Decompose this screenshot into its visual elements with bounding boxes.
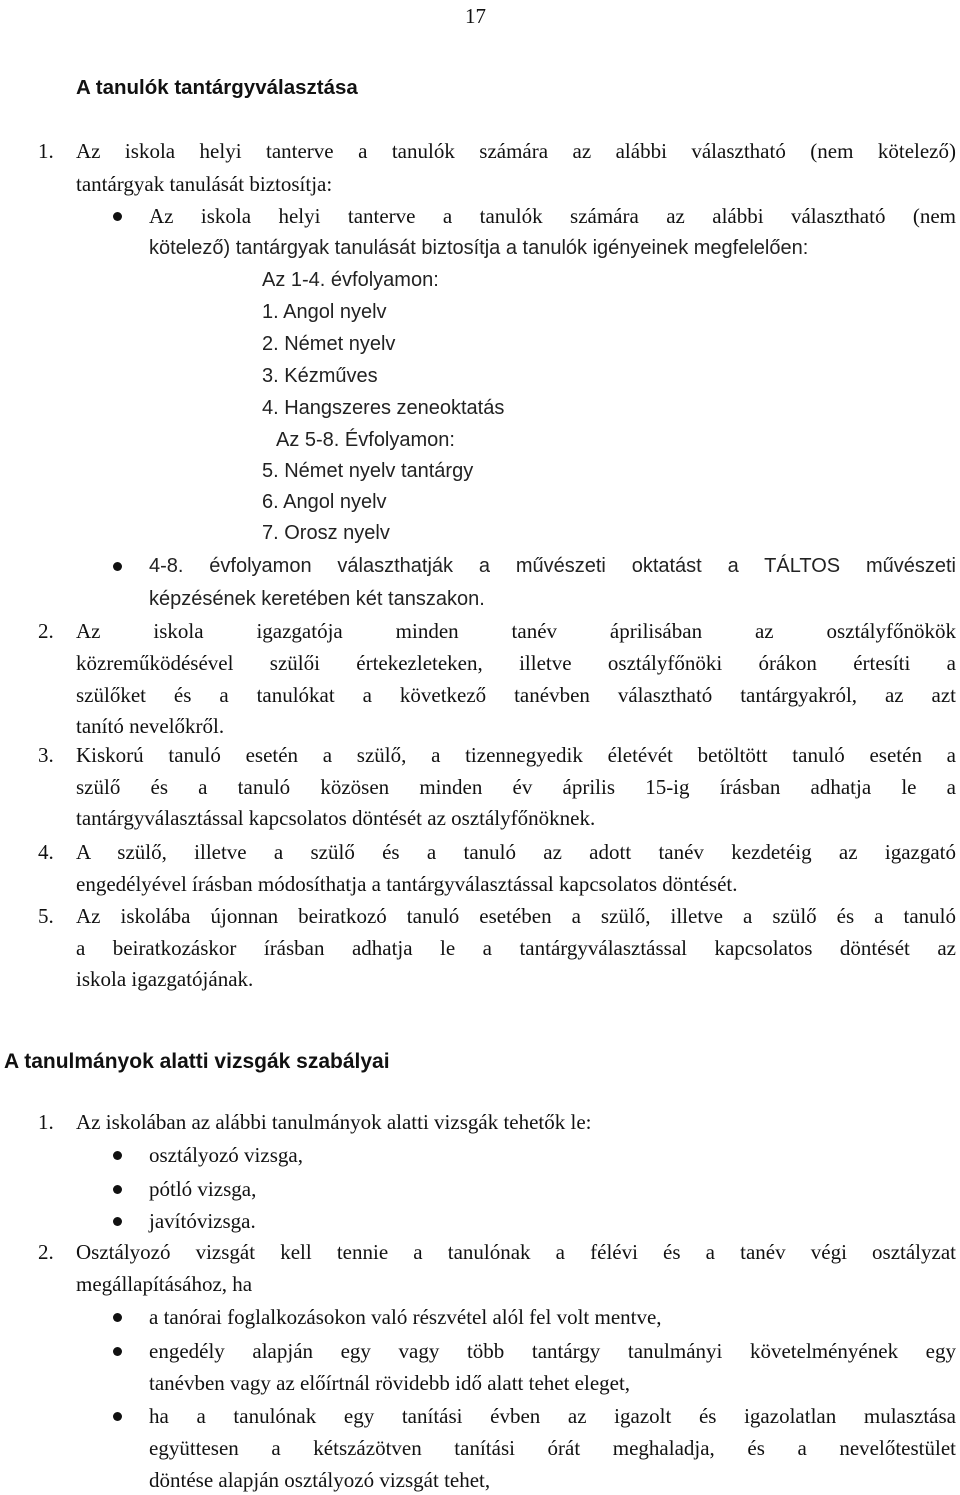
paragraph-line: A szülő, illetve a szülő és a tanuló az adott tanév kezdetéig az igazgató xyxy=(76,840,956,864)
list-item: 4. Hangszeres zeneoktatás xyxy=(262,397,505,419)
list-item: 2. Német nyelv xyxy=(262,333,396,355)
list-item: 5. Német nyelv tantárgy xyxy=(262,460,474,482)
paragraph-line: tanévben vagy az előírtnál rövidebb idő alatt tehet eleget, xyxy=(149,1371,631,1395)
paragraph-line: együttesen a kétszázötven tanítási órát meghaladja, és a nevelőtestület xyxy=(149,1436,956,1460)
list-item: 6. Angol nyelv xyxy=(262,491,387,513)
list-item: 3. Kézműves xyxy=(262,365,378,387)
paragraph-line: döntése alapján osztályozó vizsgát tehet, xyxy=(149,1468,491,1492)
paragraph-line: Az iskola helyi tanterve a tanulók számára az alábbi választható (nem xyxy=(149,204,956,228)
paragraph-line: a beiratkozáskor írásban adhatja le a tantárgyválasztással kapcsolatos döntését az xyxy=(76,936,956,960)
paragraph-line: Osztályozó vizsgát kell tennie a tanulónak a félévi és a tanév végi osztályzat xyxy=(76,1240,956,1264)
list-item: 7. Orosz nyelv xyxy=(262,522,390,544)
bullet-icon xyxy=(113,1185,122,1194)
page-number: 17 xyxy=(465,4,486,28)
paragraph-line: képzésének keretében két tanszakon. xyxy=(149,588,485,610)
bullet-icon xyxy=(113,1217,122,1226)
bullet-icon xyxy=(113,562,122,571)
bullet-icon xyxy=(113,1347,122,1356)
item-number: 2. xyxy=(38,619,54,643)
paragraph-line: engedélyével írásban módosíthatja a tantárgyválasztással kapcsolatos döntését. xyxy=(76,872,738,896)
section-title-exams: A tanulmányok alatti vizsgák szabályai xyxy=(4,1050,390,1073)
bullet-icon xyxy=(113,212,122,221)
section-title-subject-choice: A tanulók tantárgyválasztása xyxy=(76,76,358,99)
paragraph-line: tanító nevelőkről. xyxy=(76,714,225,738)
bullet-icon xyxy=(113,1313,122,1322)
paragraph-line: iskola igazgatójának. xyxy=(76,967,254,991)
bullet-icon xyxy=(113,1412,122,1421)
item-number: 1. xyxy=(38,139,54,163)
list-item: javítóvizsga. xyxy=(149,1209,256,1233)
paragraph-line: Kiskorú tanuló esetén a szülő, a tizennegyedik életévét betöltött tanuló esetén a xyxy=(76,743,956,767)
paragraph-line: ha a tanulónak egy tanítási évben az igazolt és igazolatlan mulasztása xyxy=(149,1404,956,1428)
item-number: 4. xyxy=(38,840,54,864)
paragraph-line: tantárgyválasztással kapcsolatos döntését az osztályfőnöknek. xyxy=(76,806,596,830)
paragraph-line: Az iskolába újonnan beiratkozó tanuló esetében a szülő, illetve a szülő és a tanuló xyxy=(76,904,956,928)
paragraph-line: Az iskolában az alábbi tanulmányok alatti vizsgák tehetők le: xyxy=(76,1110,592,1134)
list-item: 1. Angol nyelv xyxy=(262,301,387,323)
grade-heading: Az 1-4. évfolyamon: xyxy=(262,269,439,291)
item-number: 3. xyxy=(38,743,54,767)
paragraph-line: engedély alapján egy vagy több tantárgy tanulmányi követelményének egy xyxy=(149,1339,956,1363)
paragraph-line: szülő és a tanuló közösen minden év április 15-ig írásban adhatja le a xyxy=(76,775,956,799)
item-number: 2. xyxy=(38,1240,54,1264)
item-number: 1. xyxy=(38,1110,54,1134)
item-number: 5. xyxy=(38,904,54,928)
paragraph-line: Az iskola helyi tanterve a tanulók számára az alábbi választható (nem kötelező) xyxy=(76,139,956,163)
list-item: a tanórai foglalkozásokon való részvétel alól fel volt mentve, xyxy=(149,1305,662,1329)
bullet-icon xyxy=(113,1151,122,1160)
paragraph-line: tantárgyak tanulását biztosítja: xyxy=(76,172,333,196)
paragraph-line: szülőket és a tanulókat a következő tanévben választható tantárgyakról, az azt xyxy=(76,683,956,707)
list-item: pótló vizsga, xyxy=(149,1177,257,1201)
grade-heading: Az 5-8. Évfolyamon: xyxy=(276,429,455,451)
paragraph-line: kötelező) tantárgyak tanulását biztosítja a tanulók igényeinek megfelelően: xyxy=(149,237,809,259)
list-item: osztályozó vizsga, xyxy=(149,1143,303,1167)
paragraph-line: közreműködésével szülői értekezleteken, illetve osztályfőnöki órákon értesíti a xyxy=(76,651,956,675)
paragraph-line: 4-8. évfolyamon választhatják a művészeti oktatást a TÁLTOS művészeti xyxy=(149,555,956,577)
paragraph-line: Az iskola igazgatója minden tanév áprilisában az osztályfőnökök xyxy=(76,619,956,643)
paragraph-line: megállapításához, ha xyxy=(76,1272,253,1296)
